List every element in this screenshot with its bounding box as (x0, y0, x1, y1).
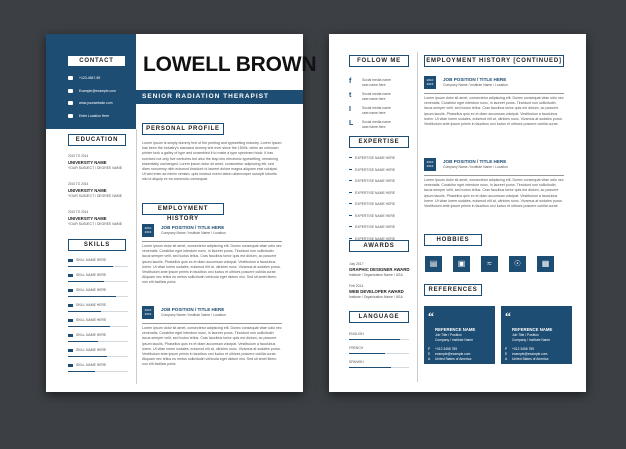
column-divider-2 (417, 52, 418, 382)
column-divider (136, 129, 137, 384)
location-icon: A (428, 357, 431, 361)
language-heading: LANGUAGE (349, 311, 409, 323)
contact-email: Example@example.com (79, 89, 116, 93)
resume-page-2 (329, 34, 586, 392)
skill-level-bar (68, 281, 128, 282)
job-years-box (142, 224, 154, 237)
skill-level-fill (68, 266, 113, 267)
reference-phone: +012 3456 789 (512, 347, 535, 351)
education-school: UNIVERSITY NAME (68, 160, 107, 165)
expertise-item: EXPERTISE NAME HERE (355, 236, 396, 241)
job-description: Lorem ipsum dolor sit amet, consectetur adipiscing elit. Donec consequat vitae odio nec venenatis. Curabitur eget interdum nunc, in laoreet purus. Tincidunt non sollicitudin lacus semper velit, sed luctus tellus. Cras faucibus tortor quis est dictum, ac posuere ipsum iaculis. Phasellus quis ex et diam accumsan volutpat. Vestibulum a fauciubus lorem. Ut vitae lorem sodales, euismod elit at, ultricies nunc. Vivamus at sodales purus. Vestibulum ante ipsum primis in faucibus orci luctus et ultrices posuere cubilia curae. Aliquam nec tellus eu metus sollicitudin vehicula eget dictum nisl. Sed sit amet libero non elit facilisis porta. (142, 326, 282, 367)
skill-level-bar (68, 296, 128, 297)
language-level-bar (349, 353, 409, 354)
skill-marker (68, 349, 73, 352)
skill-marker (68, 334, 73, 337)
swimming-icon: ≈ (481, 256, 498, 272)
award-year: Feb 2014 (349, 284, 364, 288)
education-degree: YOUR SUBJECT / DEGREE NAME (68, 166, 123, 170)
profile-text: Lorem ipsum is simply dummy text of the printing and typesetting industry. Lorem Ipsum has been the industry's standard dummy text ever since the 1500s, when an unknown printer took a galley of type and scrambled it to make a type specimen book. It has survived not only five centuries but also the leap into electronic typesetting, remaining essentially unchanged. Lorem ipsum dolor sit amet, consectetur adipiscing elit, sed diam nonummy nibh euismod tincidunt ut laoreet dolore magna aliquam erat volutpat. Ut wisi enim ad minim veniam, quis nostrud exerci tation ullamcorper suscipit lobortis nisl ut aliquip ex ea commodo consequat. (142, 141, 282, 182)
expertise-bullet (349, 215, 352, 216)
education-years: 2010 TO 2014 (68, 154, 89, 158)
skill-level-fill (68, 281, 104, 282)
expertise-item: EXPERTISE NAME HERE (355, 190, 396, 195)
reference-name: REFERENCE NAME (512, 327, 553, 332)
job-year-end: 2016 (426, 164, 434, 168)
education-degree: YOUR SUBJECT / DEGREE NAME (68, 222, 123, 226)
job-divider (142, 323, 282, 324)
skill-level-bar (68, 356, 128, 357)
expertise-bullet (349, 169, 352, 170)
expertise-bullet (349, 238, 352, 239)
skill-marker (68, 289, 73, 292)
job-company: Company Name / Institute Name / Location (161, 313, 226, 317)
skill-name: SKILL NAME HERE (76, 363, 107, 367)
job-company: Company Name / Institute Name / Location (443, 165, 508, 169)
expertise-bullet (349, 180, 352, 181)
education-school: UNIVERSITY NAME (68, 188, 107, 193)
social-handle: user.name.here (362, 125, 386, 129)
profile-heading: PERSONAL PROFILE (142, 123, 224, 135)
language-name: FRENCH (349, 346, 364, 350)
language-level-bar (349, 367, 409, 368)
skill-marker (68, 274, 73, 277)
job-title: JOB POSITION / TITLE HERE (443, 159, 507, 164)
education-years: 2010 TO 2014 (68, 182, 89, 186)
phone-icon: P (505, 347, 508, 351)
skill-name: SKILL NAME HERE (76, 303, 107, 307)
reference-email: example@example.com (435, 352, 471, 356)
skills-heading: SKILLS (68, 239, 126, 251)
quote-icon: “ (428, 309, 434, 323)
reference-address: United States of America (512, 357, 549, 361)
expertise-item: EXPERTISE NAME HERE (355, 225, 396, 229)
skill-level-bar (68, 266, 128, 267)
award-year: July 2017 (349, 262, 364, 266)
email-icon: E (505, 352, 508, 356)
language-level-bar (349, 339, 409, 340)
expertise-item: EXPERTISE NAME HERE (355, 202, 396, 206)
awards-heading: AWARDS (349, 240, 409, 252)
skill-level-fill (68, 356, 107, 357)
language-level-fill (349, 339, 400, 340)
skill-level-bar (68, 371, 128, 372)
social-icon: f (349, 78, 352, 85)
candidate-title: SENIOR RADIATION THERAPIST (142, 93, 269, 100)
reference-address: United States of America (435, 357, 472, 361)
contact-heading: CONTACT (67, 55, 126, 67)
email-icon: E (428, 352, 431, 356)
social-label: Social media name (362, 106, 391, 110)
language-name: ENGLISH (349, 332, 364, 336)
candidate-name: LOWELL BROWN (143, 53, 317, 76)
expertise-bullet (349, 192, 352, 193)
skill-name: SKILL NAME HERE (76, 318, 107, 322)
gaming-icon: ▦ (537, 256, 554, 272)
expertise-heading: EXPERTISE (349, 136, 409, 148)
location-icon: A (505, 357, 508, 361)
education-heading: EDUCATION (68, 134, 126, 146)
contact-web: www.yourwebsite.com (79, 101, 113, 105)
language-level-fill (349, 353, 385, 354)
reference-card (501, 306, 572, 364)
skill-level-fill (68, 341, 98, 342)
contact-phone: +123-4567-89 (79, 76, 101, 80)
employment-heading: EMPLOYMENT HISTORY (142, 203, 224, 215)
skill-marker (68, 259, 73, 262)
skill-marker (68, 319, 73, 322)
contact-location: Enter Location Here (79, 114, 110, 118)
expertise-bullet (349, 203, 352, 204)
job-description: Lorem ipsum dolor sit amet, consectetur adipiscing elit. Donec consequat vitae odio nec venenatis. Curabitur eget interdum nunc, in laoreet purus. Tincidunt non sollicitudin lacus semper velit, sed luctus tellus. Cras faucibus tortor quis est dictum, ac posuere ipsum iaculis. Phasellus quis ex et diam accumsan volutpat. Vestibulum a fauciubus lorem. Ut vitae lorem sodales, euismod elit at, ultricies nunc. Vivamus at sodales purus. Vestibulum ante ipsum primis in faucibus orci luctus et ultrices posuere cubilia curae. (424, 96, 564, 127)
social-icon: L (349, 120, 354, 127)
job-company: Company Name / Institute Name / Location (161, 231, 226, 235)
job-year-start: 2010 (426, 160, 434, 164)
skill-name: SKILL NAME HERE (76, 348, 107, 352)
references-heading: REFERENCES (424, 284, 482, 296)
job-company: Company Name / Institute Name / Location (443, 83, 508, 87)
expertise-item: EXPERTISE NAME HERE (355, 213, 396, 218)
job-year-end: 2016 (144, 230, 152, 234)
job-divider (424, 93, 564, 94)
award-org: Institute / Organization Name / USA (349, 273, 403, 277)
job-years-box (424, 76, 436, 89)
skill-name: SKILL NAME HERE (76, 333, 107, 337)
reference-role: Job Title / Position (512, 333, 539, 337)
job-years-box (424, 158, 436, 171)
skill-level-bar (68, 326, 128, 327)
social-label: Social media name (362, 78, 391, 82)
skill-level-bar (68, 341, 128, 342)
job-year-end: 2016 (144, 312, 152, 316)
skill-marker (68, 304, 73, 307)
education-degree: YOUR SUBJECT / DEGREE NAME (68, 194, 123, 198)
employment-continued-heading: EMPLOYMENT HISTORY [CONTINUED] (424, 55, 564, 67)
education-years: 2010 TO 2014 (68, 210, 89, 214)
skill-level-fill (68, 371, 95, 372)
expertise-bullet (349, 157, 352, 158)
reading-icon: ▤ (425, 256, 442, 272)
skill-name: SKILL NAME HERE (76, 273, 107, 277)
award-org: Institute / Organization Name / USA (349, 295, 403, 299)
skill-name: SKILL NAME HERE (76, 258, 107, 262)
expertise-item: EXPERTISE NAME HERE (355, 167, 396, 172)
hobbies-heading: HOBBIES (424, 234, 482, 246)
social-handle: user.name.here (362, 97, 386, 101)
job-description: Lorem ipsum dolor sit amet, consectetur adipiscing elit. Donec consequat vitae odio nec venenatis. Curabitur eget interdum nunc, in laoreet purus. Tincidunt non sollicitudin lacus semper velit, sed luctus tellus. Cras faucibus tortor quis est dictum, ac posuere ipsum iaculis. Phasellus quis ex et diam accumsan volutpat. Vestibulum a fauciubus lorem. Ut vitae lorem sodales, euismod elit at, ultricies nunc. Vivamus at sodales purus. Vestibulum ante ipsum primis in faucibus orci luctus et ultrices posuere cubilia curae. Aliquam nec tellus eu metus sollicitudin vehicula eget dictum nisl. Sed sit amet libero non elit facilisis porta. (142, 244, 282, 285)
expertise-item: EXPERTISE NAME HERE (355, 179, 396, 183)
quote-icon: “ (505, 309, 511, 323)
job-divider (142, 241, 282, 242)
location-icon (68, 114, 73, 118)
job-year-end: 2016 (426, 82, 434, 86)
language-name: SPANISH (349, 360, 364, 364)
reference-company: Company / Institute Name (512, 338, 551, 342)
education-school: UNIVERSITY NAME (68, 216, 107, 221)
email-icon (68, 89, 73, 93)
job-year-start: 2010 (144, 226, 152, 230)
award-name: WEB DEVELOPER AWARD (349, 289, 404, 294)
phone-icon (68, 76, 73, 80)
skill-name: SKILL NAME HERE (76, 288, 107, 292)
phone-icon: P (428, 347, 431, 351)
job-description: Lorem ipsum dolor sit amet, consectetur adipiscing elit. Donec consequat vitae odio nec venenatis. Curabitur eget interdum nunc, in laoreet purus. Tincidunt non sollicitudin lacus semper velit, sed luctus tellus. Cras faucibus tortor quis est dictum, ac posuere ipsum iaculis. Phasellus quis ex et diam accumsan volutpat. Vestibulum a fauciubus lorem. Ut vitae lorem sodales, euismod elit at, ultricies nunc. Vivamus at sodales purus. Vestibulum ante ipsum primis in faucibus orci luctus et ultrices posuere cubilia curae. (424, 178, 564, 209)
job-divider (424, 175, 564, 176)
social-label: Social media name (362, 120, 391, 124)
social-handle: user.name.here (362, 111, 386, 115)
skill-level-fill (68, 311, 101, 312)
job-years-box (142, 306, 154, 319)
resume-page-1 (46, 34, 317, 392)
job-title: JOB POSITION / TITLE HERE (161, 307, 225, 312)
social-icon: t (349, 92, 352, 99)
job-title: JOB POSITION / TITLE HERE (443, 77, 507, 82)
reference-card (424, 306, 495, 364)
expertise-item: EXPERTISE NAME HERE (355, 156, 396, 160)
reference-company: Company / Institute Name (435, 338, 474, 342)
skill-marker (68, 364, 73, 367)
cycling-icon: ☉ (509, 256, 526, 272)
reference-email: example@example.com (512, 352, 548, 356)
social-label: Social media name (362, 92, 391, 96)
social-handle: user.name.here (362, 83, 386, 87)
language-level-fill (349, 367, 391, 368)
job-year-start: 2010 (426, 78, 434, 82)
skill-level-fill (68, 296, 116, 297)
photography-icon: ▣ (453, 256, 470, 272)
follow-heading: FOLLOW ME (349, 55, 409, 67)
award-name: GRAPHIC DESIGNER AWARD (349, 267, 410, 272)
web-icon (68, 101, 73, 105)
reference-phone: +012 3456 789 (435, 347, 458, 351)
job-title: JOB POSITION / TITLE HERE (161, 225, 225, 230)
social-icon: I (349, 106, 351, 113)
job-year-start: 2010 (144, 308, 152, 312)
expertise-bullet (349, 226, 352, 227)
reference-role: Job Title / Position (435, 333, 462, 337)
reference-name: REFERENCE NAME (435, 327, 476, 332)
skill-level-fill (68, 326, 110, 327)
skill-level-bar (68, 311, 128, 312)
